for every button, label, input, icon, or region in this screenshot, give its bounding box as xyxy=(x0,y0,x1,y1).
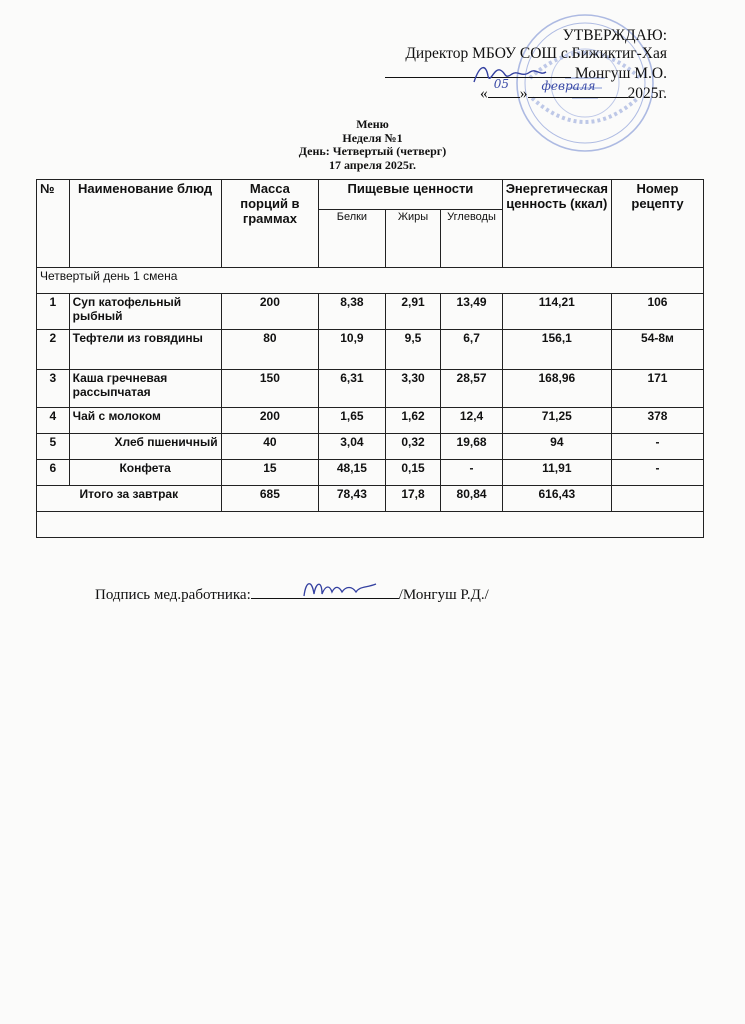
row-carbs: 19,68 xyxy=(441,434,502,460)
row-energy: 11,91 xyxy=(502,460,611,486)
row-num: 1 xyxy=(37,294,70,330)
row-fat: 2,91 xyxy=(385,294,441,330)
date-day: 05 xyxy=(493,77,510,91)
row-dish: Тефтели из говядины xyxy=(69,330,221,370)
row-fat: 3,30 xyxy=(385,370,441,408)
menu-title: Меню xyxy=(356,117,389,131)
header-nutrition: Пищевые ценности xyxy=(319,180,503,210)
table-row xyxy=(37,408,704,434)
row-mass: 200 xyxy=(221,408,319,434)
total-fat: 17,8 xyxy=(385,486,441,512)
row-carbs: 6,7 xyxy=(441,330,502,370)
row-fat: 1,62 xyxy=(385,408,441,434)
date-open-quote: « xyxy=(480,85,488,102)
header-protein: Белки xyxy=(319,210,385,268)
row-mass: 200 xyxy=(221,294,319,330)
total-mass: 685 xyxy=(221,486,319,512)
date-year: 2025г. xyxy=(627,85,667,102)
row-recipe: 171 xyxy=(611,370,703,408)
row-protein: 6,31 xyxy=(319,370,385,408)
row-mass: 40 xyxy=(221,434,319,460)
footer-signature-line xyxy=(95,585,489,604)
empty-cell xyxy=(37,512,704,538)
row-recipe: - xyxy=(611,434,703,460)
date-month: февраля xyxy=(541,79,596,93)
row-num: 4 xyxy=(37,408,70,434)
footer-name: /Монгуш Р.Д./ xyxy=(398,587,489,603)
menu-week: Неделя №1 xyxy=(342,130,403,145)
row-dish: Суп катофельный рыбный xyxy=(69,294,221,330)
row-recipe: 106 xyxy=(611,294,703,330)
row-energy: 156,1 xyxy=(502,330,611,370)
total-recipe xyxy=(611,486,703,512)
row-energy: 114,21 xyxy=(502,294,611,330)
row-protein: 1,65 xyxy=(319,408,385,434)
row-protein: 8,38 xyxy=(319,294,385,330)
row-carbs: 12,4 xyxy=(441,408,502,434)
table-row xyxy=(37,370,704,408)
row-energy: 94 xyxy=(502,434,611,460)
header-num: № xyxy=(37,180,70,268)
footer-label: Подпись мед.работника: xyxy=(95,587,251,603)
row-num: 3 xyxy=(37,370,70,408)
row-fat: 0,15 xyxy=(385,460,441,486)
date-close-quote: » xyxy=(519,85,528,102)
total-row xyxy=(37,486,704,512)
row-protein: 10,9 xyxy=(319,330,385,370)
header-mass: Масса порций в граммах xyxy=(221,180,319,268)
row-dish: Каша гречневая рассыпчатая xyxy=(69,370,221,408)
menu-day: День: Четвертый (четверг) xyxy=(298,144,447,158)
approval-date-line xyxy=(385,77,667,103)
table-row xyxy=(37,434,704,460)
section-row: Четвертый день 1 смена xyxy=(37,268,704,294)
header-fat: Жиры xyxy=(385,210,441,268)
approval-title: УТВЕРЖДАЮ: xyxy=(562,27,667,44)
total-protein: 78,43 xyxy=(319,486,385,512)
row-mass: 15 xyxy=(221,460,319,486)
table-row xyxy=(37,294,704,330)
menu-date: 17 апреля 2025г. xyxy=(328,157,417,172)
header-energy: Энергетическая ценность (ккал) xyxy=(502,180,611,268)
row-protein: 48,15 xyxy=(319,460,385,486)
row-mass: 150 xyxy=(221,370,319,408)
table-row xyxy=(37,460,704,486)
header-name: Наименование блюд xyxy=(69,180,221,268)
row-fat: 9,5 xyxy=(385,330,441,370)
menu-heading xyxy=(0,118,745,172)
total-carbs: 80,84 xyxy=(441,486,502,512)
header-recipe: Номер рецепту xyxy=(611,180,703,268)
row-num: 6 xyxy=(37,460,70,486)
director-signature-image xyxy=(470,60,550,86)
row-energy: 71,25 xyxy=(502,408,611,434)
approval-director-name: Монгуш М.О. xyxy=(574,65,667,82)
row-mass: 80 xyxy=(221,330,319,370)
row-num: 2 xyxy=(37,330,70,370)
row-dish: Конфета xyxy=(69,460,221,486)
row-carbs: 28,57 xyxy=(441,370,502,408)
row-dish: Чай с молоком xyxy=(69,408,221,434)
table-row xyxy=(37,330,704,370)
approval-position: Директор МБОУ СОШ с.Бижиктиг-Хая xyxy=(405,45,667,62)
row-energy: 168,96 xyxy=(502,370,611,408)
row-num: 5 xyxy=(37,434,70,460)
row-recipe: 54-8м xyxy=(611,330,703,370)
row-recipe: 378 xyxy=(611,408,703,434)
total-label: Итого за завтрак xyxy=(37,486,222,512)
row-dish: Хлеб пшеничный xyxy=(69,434,221,460)
row-protein: 3,04 xyxy=(319,434,385,460)
total-energy: 616,43 xyxy=(502,486,611,512)
med-worker-signature-image xyxy=(300,574,380,604)
row-recipe: - xyxy=(611,460,703,486)
row-carbs: 13,49 xyxy=(441,294,502,330)
menu-table xyxy=(36,179,704,538)
row-fat: 0,32 xyxy=(385,434,441,460)
empty-row xyxy=(37,512,704,538)
row-carbs: - xyxy=(441,460,502,486)
header-carbs: Углеводы xyxy=(441,210,502,268)
